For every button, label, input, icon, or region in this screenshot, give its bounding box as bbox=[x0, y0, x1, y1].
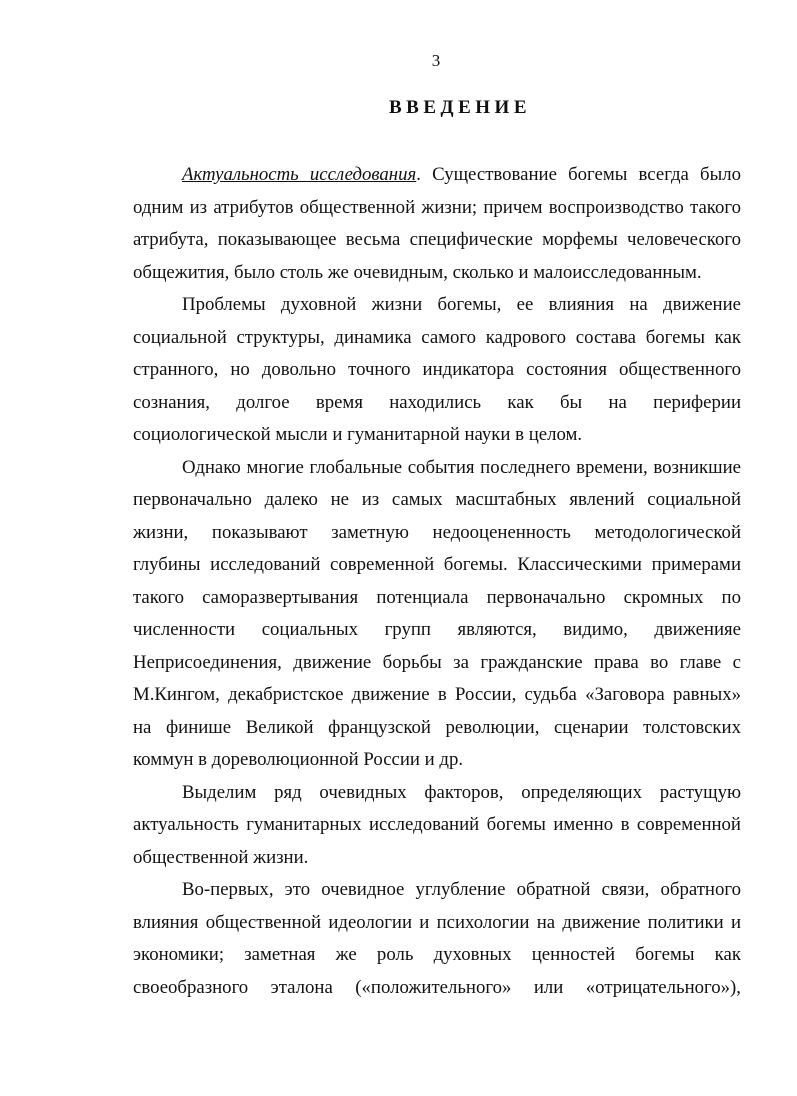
text-line: социологической мысли и гуманитарной науки в целом. bbox=[133, 424, 583, 445]
text-line: первоначально далеко не из самых масштабных явлений социальной bbox=[133, 489, 741, 510]
paragraph-factors bbox=[133, 777, 741, 875]
text-line: Выделим ряд очевидных факторов, определяющих растущую bbox=[182, 781, 741, 803]
text-line: на финише Великой французской революции, сценарии толстовских bbox=[133, 716, 741, 738]
text-line: Проблемы духовной жизни богемы, ее влияния на движение bbox=[182, 294, 741, 315]
text-line: общежития, было столь же очевидным, сколько и малоисследованным. bbox=[133, 261, 702, 283]
text-line: странного, но довольно точного индикатора состояния общественного bbox=[133, 359, 741, 380]
relevance-lead: Актуальность исследования bbox=[182, 164, 417, 185]
text-line: численности социальных групп являются, видимо, движенияе bbox=[133, 619, 741, 640]
text-line: Однако многие глобальные события последнего времени, возникшие bbox=[182, 456, 741, 478]
text-line: коммун в дореволюционной России и др. bbox=[133, 749, 464, 770]
paragraph-global-events bbox=[133, 452, 741, 777]
paragraph-firstly bbox=[133, 874, 741, 1004]
section-heading: ВВЕДЕНИЕ bbox=[389, 97, 531, 118]
text-line: своеобразного эталона («положительного» или «отрицательного»), bbox=[133, 976, 741, 998]
text-line: Во-первых, это очевидное углубление обратной связи, обратного bbox=[182, 879, 741, 900]
text-line: Неприсоединения, движение борьбы за гражданские права во главе с bbox=[133, 651, 741, 673]
text-line: такого саморазвертывания потенциала первоначально скромных по bbox=[133, 586, 741, 608]
text-line: влияния общественной идеологии и психологии на движение политики и bbox=[133, 911, 741, 933]
text-line: жизни, показывают заметную недооцененность методологической bbox=[133, 521, 741, 543]
paragraph-problems bbox=[133, 289, 741, 452]
text-line: экономики; заметная же роль духовных ценностей богемы как bbox=[133, 944, 741, 965]
text-line: социальной структуры, динамика самого кадрового состава богемы как bbox=[133, 326, 741, 348]
page-number: 3 bbox=[431, 51, 441, 70]
text-line: глубины исследований современной богемы. Классическими примерами bbox=[133, 554, 741, 575]
text-line: одним из атрибутов общественной жизни; причем воспроизводство такого bbox=[133, 196, 741, 218]
paragraph-relevance bbox=[133, 159, 741, 289]
body-text bbox=[133, 159, 741, 1004]
text-line: сознания, долгое время находились как бы на периферии bbox=[133, 391, 741, 413]
text-line: М.Кингом, декабристское движение в России, судьба «Заговора равных» bbox=[133, 684, 741, 705]
text-line: актуальность гуманитарных исследований богемы именно в современной bbox=[133, 814, 741, 835]
text-line: атрибута, показывающее весьма специфические морфемы человеческого bbox=[133, 229, 741, 250]
text-line: общественной жизни. bbox=[133, 846, 309, 868]
text-line: Актуальность исследования. Существование богемы всегда было bbox=[182, 164, 741, 185]
